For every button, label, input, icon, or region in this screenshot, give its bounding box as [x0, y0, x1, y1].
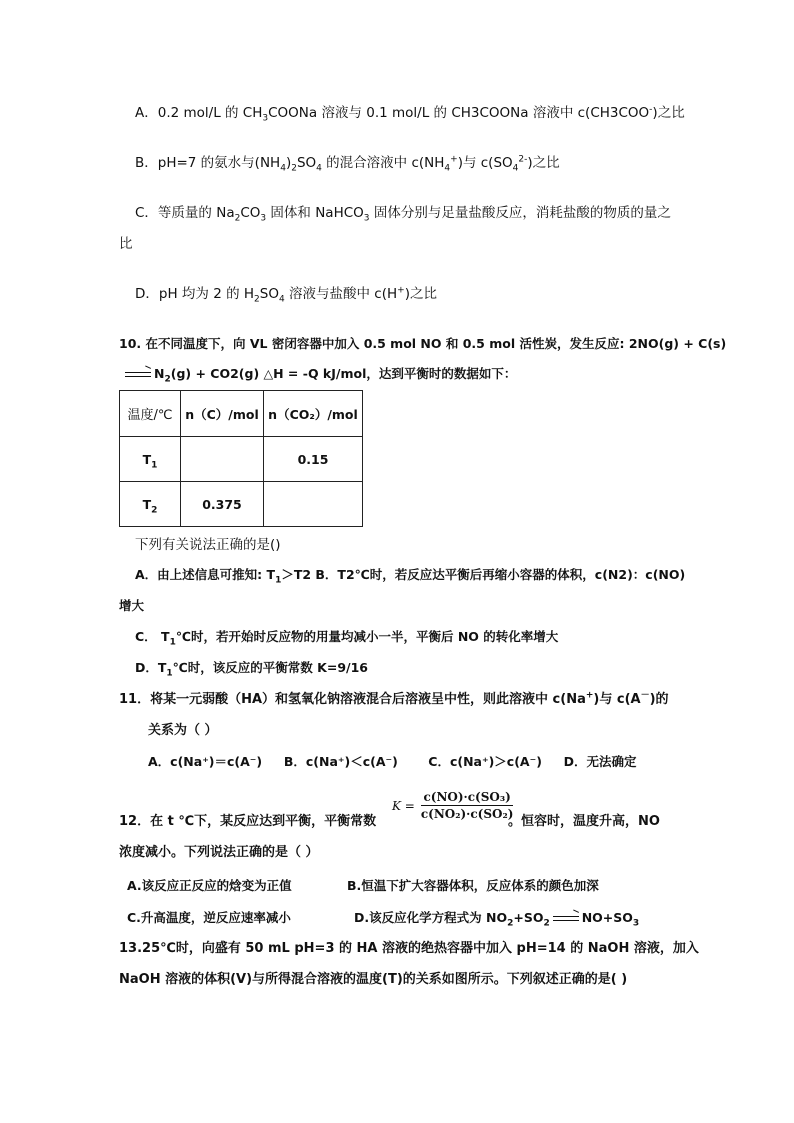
q12-option-d: D.该反应化学方程式为 $NO_2+SO_2$ $NO+SO_3$ — [354, 910, 640, 929]
q9-option-c: C．等质量的 $Na_2CO_3$ 固体和 NaHCO$_3$ 固体分别与足量盐酸反应，消耗盐酸的物质的量之 — [135, 205, 671, 224]
q12-option-c: C.升高温度，逆反应速率减小 — [127, 910, 291, 925]
table-cell-temp: $T_1$ — [120, 437, 181, 482]
q9-option-d: D．pH 均为 2 的 $H_2SO_4$ 溶液与盐酸中 c(H+)之比 — [135, 285, 437, 305]
table-header-row — [120, 391, 363, 437]
equilibrium-constant-formula: K = $\frac{\text{c(NO)·c(SO₃)}}{\text{c(NO₂)·c(SO₂)}}$ — [392, 790, 514, 821]
table-header-nco2: n（CO₂）/mol — [264, 391, 363, 437]
table-cell-nco2: 0.15 — [264, 437, 363, 482]
q11-options: A．c(Na⁺)＝c(A⁻) B．c(Na⁺)＜c(A⁻) C．c(Na⁺)＞c(A⁻) D．无法确定 — [148, 754, 637, 769]
table-cell-temp: $T_2$ — [120, 482, 181, 527]
table-cell-nc — [181, 437, 264, 482]
table-cell-nco2 — [264, 482, 363, 527]
q12-stem-line2: 浓度减小。下列说法正确的是（ ） — [119, 845, 319, 860]
table-header-temp: 温度/℃ — [120, 391, 181, 437]
table-row — [120, 437, 363, 482]
q10-option-a: A．由上述信息可推知: $T_1>T2$ B．T2℃时，若反应达平衡后再缩小容器的体积，c(N2)：c(NO) — [135, 567, 686, 586]
equilibrium-arrow-icon — [125, 370, 151, 380]
equilibrium-data-table — [119, 390, 363, 527]
table-cell-nc: 0.375 — [181, 482, 264, 527]
q11-stem-line2: 关系为（ ） — [148, 723, 218, 738]
q10-stem-line1: 10. 在不同温度下，向 VL 密闭容器中加入 0.5 mol NO 和 0.5 mol 活性炭，发生反应: 2NO(g) + C(s) — [119, 336, 727, 351]
q10-stem-line2: $N_2(g) + CO2(g)$ △H = -Q kJ/mol，达到平衡时的数据如下： — [122, 365, 516, 383]
q12-stem-line1-left: 12．在 t ℃下，某反应达到平衡，平衡常数 — [119, 814, 377, 829]
q11-stem-line1: 11．将某一元弱酸（HA）和氢氧化钠溶液混合后溶液呈中性，则此溶液中 c(Na+)与 c(A－)的 — [119, 690, 669, 707]
q9-option-a: A．0.2 mol/L 的 $CH_3COONa$ 溶液与 0.1 mol/L 的 CH3COONa 溶液中 c(CH3COO-)之比 — [135, 104, 685, 124]
q10-question: 下列有关说法正确的是() — [135, 537, 281, 553]
q9-option-c-continued: 比 — [119, 236, 133, 252]
q12-stem-line1-right: 。恒容时，温度升高，NO — [508, 814, 660, 829]
table-header-nc: n（C）/mol — [181, 391, 264, 437]
q13-stem-line1: 13.25℃时，向盛有 50 mL pH=3 的 HA 溶液的绝热容器中加入 pH=14 的 NaOH 溶液，加入 — [119, 941, 699, 956]
q12-option-b: B.恒温下扩大容器体积，反应体系的颜色加深 — [347, 878, 599, 893]
q10-option-d: D．$T_1℃$时，该反应的平衡常数 K=9/16 — [135, 660, 368, 679]
q10-option-c: C． $T_1℃$时，若开始时反应物的用量均减小一半，平衡后 NO 的转化率增大 — [135, 629, 559, 648]
q12-option-a: A.该反应正反应的焓变为正值 — [127, 878, 292, 893]
table-row — [120, 482, 363, 527]
equilibrium-arrow-icon — [553, 914, 579, 924]
q9-option-b: B．pH=7 的氨水与$(NH_4)_2SO_4$ 的混合溶液中 $c(NH_4^+)$与 $c(SO_4^{2-})$之比 — [135, 154, 560, 174]
q13-stem-line2: NaOH 溶液的体积(V)与所得混合溶液的温度(T)的关系如图所示。下列叙述正确的是( ) — [119, 972, 628, 987]
q10-option-a-continued: 增大 — [119, 598, 145, 613]
